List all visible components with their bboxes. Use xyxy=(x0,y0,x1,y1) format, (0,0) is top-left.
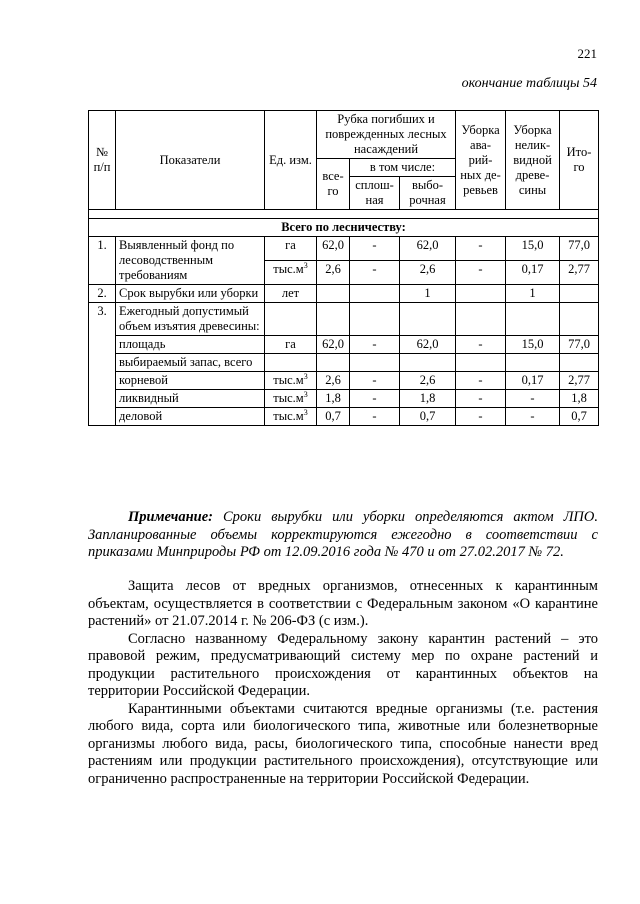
cell-selective: 62,0 xyxy=(400,336,456,354)
cell-unit: га xyxy=(265,237,317,261)
paragraph: Защита лесов от вредных организмов, отнесенных к карантинным объектам, осуществляется в соответствии с Федеральным законом «О карантине растений» от 21.07.2014 г. № 206-ФЗ (с изм.). xyxy=(88,578,598,629)
row-label: Выявленный фонд по лесоводственным требованиям xyxy=(116,237,265,285)
header-unit: Ед. изм. xyxy=(265,111,317,210)
paragraph: Согласно названному Федеральному закону карантин растений – это правовой режим, предусматривающий систему мер по охране растений и продукции растительного происхождения от карантинных объектов на территории Российской Федерации. xyxy=(88,630,598,699)
row-num: 1. xyxy=(89,237,116,285)
table-row xyxy=(89,285,599,303)
cell-selective: 1 xyxy=(400,285,456,303)
cell-sum: 77,0 xyxy=(560,336,599,354)
header-selective: выбо-рочная xyxy=(400,177,456,210)
table-row xyxy=(89,390,599,408)
cell-sum: 2,77 xyxy=(560,261,599,285)
cell-clear: - xyxy=(350,237,400,261)
cell-emergency: - xyxy=(456,372,506,390)
cell-emergency: - xyxy=(456,237,506,261)
section-row xyxy=(89,219,599,237)
cell-sum: 1,8 xyxy=(560,390,599,408)
header-including: в том числе: xyxy=(350,159,456,177)
header-sum: Ито-го xyxy=(560,111,599,210)
cell-selective: 1,8 xyxy=(400,390,456,408)
cell-clear: - xyxy=(350,372,400,390)
row-label: деловой xyxy=(116,408,265,426)
cell-total: 62,0 xyxy=(317,336,350,354)
header-total: все-го xyxy=(317,159,350,210)
cell-illiquid: - xyxy=(506,390,560,408)
header-felling: Рубка погибших и поврежденных лесных насаждений xyxy=(317,111,456,159)
table-row xyxy=(89,336,599,354)
cell-illiquid: 0,17 xyxy=(506,372,560,390)
row-label: площадь xyxy=(116,336,265,354)
note-text: Сроки вырубки или уборки определяются актом ЛПО. Запланированные объемы корректируются ежегодно в соответствии с приказами Минприроды РФ от 12.09.2016 года № 470 и от 27.02.2017 № 72. xyxy=(88,509,598,560)
header-illiquid: Уборка нелик-видной древе-сины xyxy=(506,111,560,210)
cell-emergency: - xyxy=(456,261,506,285)
table-row xyxy=(89,354,599,372)
table-row xyxy=(89,237,599,261)
table-caption: окончание таблицы 54 xyxy=(461,76,597,91)
cell-illiquid: - xyxy=(506,408,560,426)
cell-selective: 62,0 xyxy=(400,237,456,261)
table-row xyxy=(89,372,599,390)
cell-clear: - xyxy=(350,261,400,285)
note-paragraph xyxy=(88,509,598,562)
cell-illiquid: 15,0 xyxy=(506,237,560,261)
cell-unit: $тыс.м^3$ xyxy=(265,372,317,390)
row-label: корневой xyxy=(116,372,265,390)
note-label: Примечание: xyxy=(128,509,214,525)
row-num: 2. xyxy=(89,285,116,303)
cell-illiquid: 1 xyxy=(506,285,560,303)
header-clear: сплош-ная xyxy=(350,177,400,210)
cell-sum: 77,0 xyxy=(560,237,599,261)
cell-clear xyxy=(350,285,400,303)
cell-emergency: - xyxy=(456,408,506,426)
cell-clear: - xyxy=(350,408,400,426)
header-num: № п/п xyxy=(89,111,116,210)
cell-unit: $тыс.м^3$ xyxy=(265,390,317,408)
row-label: Срок вырубки или уборки xyxy=(116,285,265,303)
cell-illiquid: 15,0 xyxy=(506,336,560,354)
cell-unit: га xyxy=(265,336,317,354)
spacer-row xyxy=(89,210,599,219)
cell-emergency xyxy=(456,285,506,303)
cell-selective: 2,6 xyxy=(400,261,456,285)
row-label: выбираемый запас, всего xyxy=(116,354,265,372)
cell-selective: 0,7 xyxy=(400,408,456,426)
header-emergency: Уборка ава-рий-ных де-ревьев xyxy=(456,111,506,210)
cell-total: 62,0 xyxy=(317,237,350,261)
cell-clear: - xyxy=(350,390,400,408)
table-row xyxy=(89,303,599,336)
cell-total: 2,6 xyxy=(317,372,350,390)
cell-total: 2,6 xyxy=(317,261,350,285)
cell-sum xyxy=(560,285,599,303)
cell-total xyxy=(317,285,350,303)
section-title: Всего по лесничеству: xyxy=(89,219,599,237)
cell-emergency: - xyxy=(456,336,506,354)
row-label: Ежегодный допустимый объем изъятия древесины: xyxy=(116,303,265,336)
row-num: 3. xyxy=(89,303,116,426)
cell-total: 0,7 xyxy=(317,408,350,426)
paragraph: Карантинными объектами считаются вредные организмы (т.е. растения любого вида, сорта или биологического типа, животные или болезнетворные организмы любого вида, расы, биологического типа, способные нанести вред растениям или продукции растительного происхождения), отсутствующие или ограниченно распространенные на территории Российской Федерации. xyxy=(88,700,598,787)
table-54 xyxy=(88,110,599,426)
cell-unit: $тыс.м^3$ xyxy=(265,261,317,285)
cell-sum: 2,77 xyxy=(560,372,599,390)
row-label: ликвидный xyxy=(116,390,265,408)
header-indicator: Показатели xyxy=(116,111,265,210)
cell-unit: $тыс.м^3$ xyxy=(265,408,317,426)
cell-selective: 2,6 xyxy=(400,372,456,390)
cell-unit: лет xyxy=(265,285,317,303)
cell-illiquid: 0,17 xyxy=(506,261,560,285)
table-row xyxy=(89,408,599,426)
body-text xyxy=(88,578,598,788)
cell-clear: - xyxy=(350,336,400,354)
page-number: 221 xyxy=(577,46,597,61)
cell-sum: 0,7 xyxy=(560,408,599,426)
cell-emergency: - xyxy=(456,390,506,408)
cell-total: 1,8 xyxy=(317,390,350,408)
